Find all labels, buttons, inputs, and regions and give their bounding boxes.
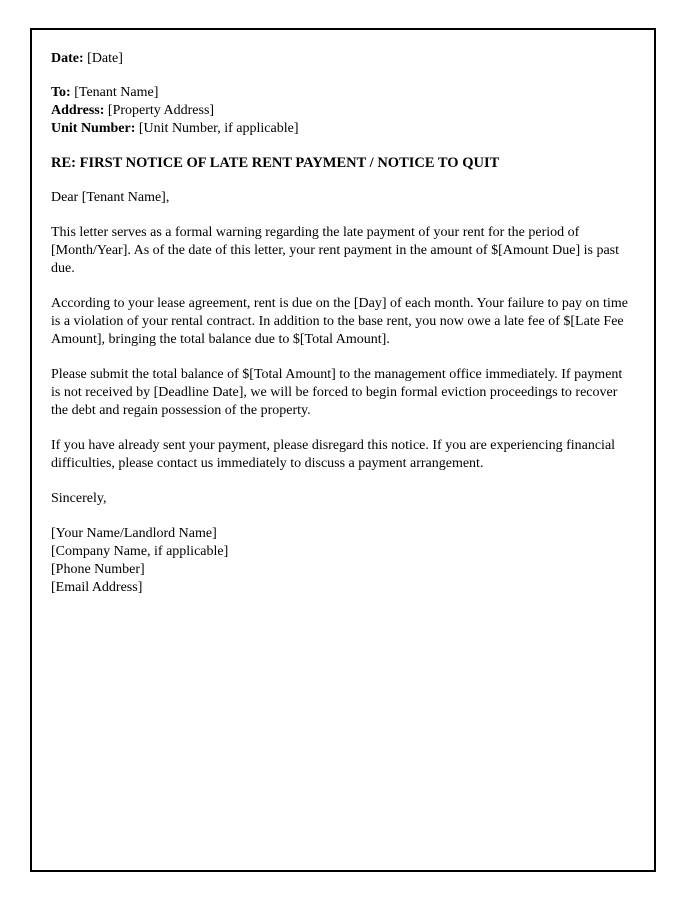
unit-number-label: Unit Number: (51, 121, 136, 136)
signature-company: [Company Name, if applicable] (51, 544, 229, 559)
to-line (51, 84, 635, 102)
recipient-block (51, 84, 635, 138)
signature-phone: [Phone Number] (51, 562, 145, 577)
date-value: [Date] (83, 51, 123, 66)
date-label: Date: (51, 51, 84, 66)
signature-email: [Email Address] (51, 580, 143, 595)
date-line (51, 50, 635, 68)
paragraph-disregard-notice: If you have already sent your payment, please disregard this notice. If you are experiencing financial difficulties, please contact us immediately to discuss a payment arrangement. (51, 438, 616, 471)
signature-name: [Your Name/Landlord Name] (51, 526, 217, 541)
salutation: Dear [Tenant Name], (51, 190, 170, 205)
closing: Sincerely, (51, 491, 107, 506)
unit-number-line (51, 120, 635, 138)
paragraph-lease-terms: According to your lease agreement, rent is due on the [Day] of each month. Your failure to pay on time is a violation of your rental contract. In addition to the base rent, you now owe a late fee of $[Late Fee Amount], bringing the total balance due to $[Total Amount]. (51, 296, 628, 347)
address-line (51, 102, 635, 120)
letter-document (30, 28, 656, 872)
signature-block (51, 525, 635, 597)
date-block (51, 50, 635, 68)
address-value: [Property Address] (104, 103, 215, 118)
to-value: [Tenant Name] (70, 85, 159, 100)
to-label: To: (51, 85, 71, 100)
subject-line: RE: FIRST NOTICE OF LATE RENT PAYMENT / NOTICE TO QUIT (51, 155, 500, 171)
paragraph-payment-demand: Please submit the total balance of $[Total Amount] to the management office immediately. If payment is not received by [Deadline Date], we will be forced to begin formal eviction proceedings to recover the debt and regain possession of the property. (51, 367, 623, 418)
address-label: Address: (51, 103, 105, 118)
unit-number-value: [Unit Number, if applicable] (135, 121, 299, 136)
paragraph-late-payment: This letter serves as a formal warning regarding the late payment of your rent for the period of [Month/Year]. As of the date of this letter, your rent payment in the amount of $[Amount Due] is past due. (51, 225, 620, 276)
